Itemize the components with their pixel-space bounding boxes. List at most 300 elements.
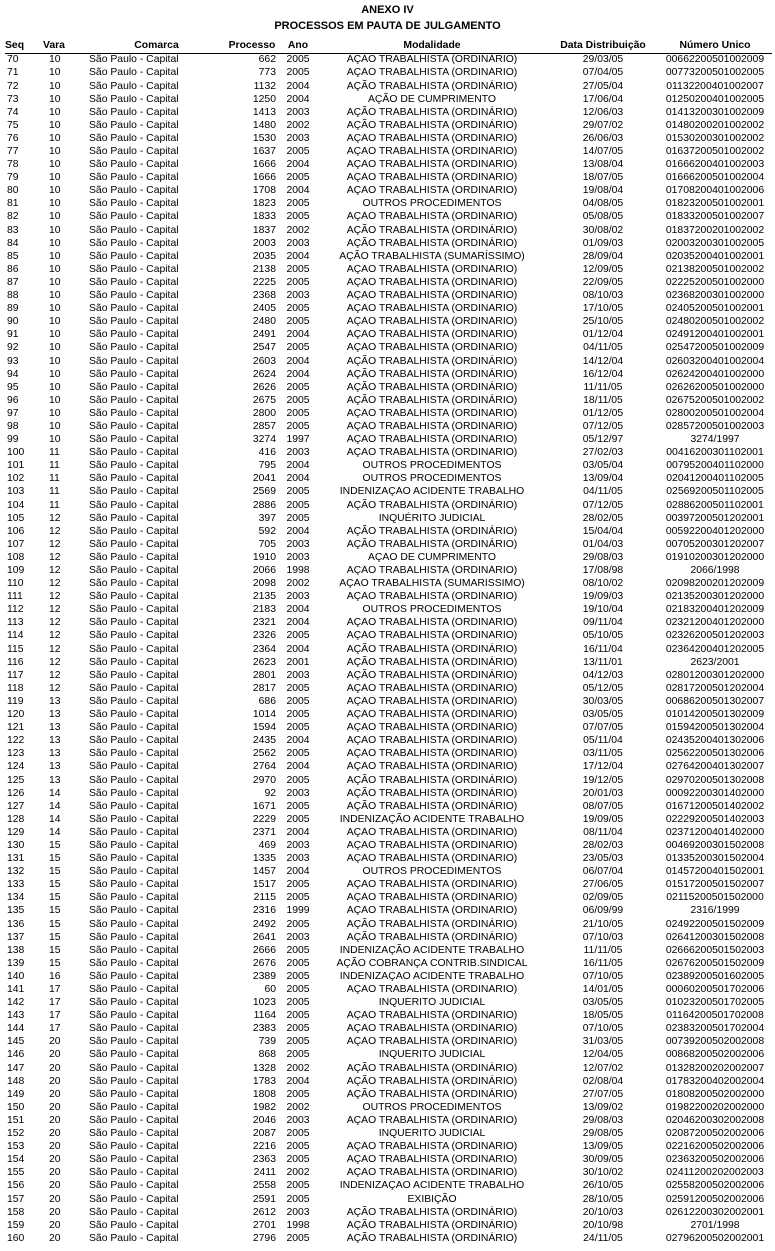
cell-comarca: São Paulo - Capital bbox=[89, 224, 179, 236]
cell-vara: 10 bbox=[49, 329, 61, 341]
cell-vara: 11 bbox=[49, 499, 60, 511]
cell-comarca: São Paulo - Capital bbox=[89, 643, 179, 655]
cell-processo: 1023 bbox=[252, 997, 276, 1009]
cell-modalidade: AÇÃO TRABALHISTA (ORDINÁRIO) bbox=[346, 1010, 518, 1022]
cell-numero-unico: 02326200501202003 bbox=[665, 630, 765, 642]
cell-comarca: São Paulo - Capital bbox=[89, 434, 179, 446]
cell-numero-unico: 02591200502002006 bbox=[665, 1193, 765, 1205]
table-row bbox=[5, 683, 772, 696]
cell-numero-unico: 02492200501502009 bbox=[665, 918, 765, 930]
cell-vara: 15 bbox=[49, 839, 61, 851]
cell-data-distribuicao: 18/05/05 bbox=[582, 1010, 624, 1022]
cell-modalidade: AÇÃO COBRANÇA CONTRIB.SINDICAL bbox=[336, 957, 528, 969]
cell-numero-unico: 00469200301502008 bbox=[665, 839, 765, 851]
cell-numero-unico: 02041200401102005 bbox=[666, 473, 764, 485]
cell-data-distribuicao: 19/12/05 bbox=[582, 774, 624, 786]
cell-vara: 10 bbox=[49, 276, 61, 288]
cell-numero-unico: 01132200401002007 bbox=[666, 80, 764, 92]
cell-seq: 138 bbox=[7, 944, 25, 956]
cell-modalidade: AÇÃO TRABALHISTA (ORDINÁRIO) bbox=[346, 329, 518, 341]
cell-comarca: São Paulo - Capital bbox=[89, 198, 179, 210]
cell-comarca: São Paulo - Capital bbox=[89, 1114, 179, 1126]
cell-processo: 1708 bbox=[252, 185, 276, 197]
cell-data-distribuicao: 07/07/05 bbox=[582, 722, 624, 734]
cell-processo: 416 bbox=[258, 447, 276, 459]
cell-vara: 10 bbox=[49, 303, 61, 315]
cell-processo: 2216 bbox=[252, 1141, 276, 1153]
cell-numero-unico: 02569200501102005 bbox=[666, 486, 764, 498]
cell-data-distribuicao: 01/04/03 bbox=[582, 538, 624, 550]
cell-seq: 92 bbox=[7, 342, 19, 354]
cell-data-distribuicao: 31/03/05 bbox=[582, 1036, 624, 1048]
cell-numero-unico: 02371200401402000 bbox=[665, 826, 765, 838]
cell-data-distribuicao: 29/07/02 bbox=[582, 119, 624, 131]
cell-processo: 773 bbox=[258, 67, 276, 79]
cell-seq: 133 bbox=[7, 879, 25, 891]
cell-ano: 2004 bbox=[286, 826, 310, 838]
cell-data-distribuicao: 02/08/04 bbox=[582, 1075, 624, 1087]
cell-processo: 2569 bbox=[252, 486, 276, 498]
cell-comarca: São Paulo - Capital bbox=[89, 931, 179, 943]
cell-processo: 868 bbox=[258, 1049, 276, 1061]
cell-data-distribuicao: 05/12/05 bbox=[582, 682, 624, 694]
cell-seq: 108 bbox=[7, 551, 25, 563]
cell-numero-unico: 02558200502002006 bbox=[665, 1180, 765, 1192]
table-row bbox=[5, 578, 772, 591]
cell-data-distribuicao: 30/08/02 bbox=[582, 224, 624, 236]
cell-seq: 116 bbox=[7, 656, 24, 668]
cell-modalidade: OUTROS PROCEDIMENTOS bbox=[362, 604, 502, 616]
cell-numero-unico: 01666200501002004 bbox=[665, 172, 765, 184]
cell-seq: 139 bbox=[7, 957, 25, 969]
cell-modalidade: AÇÃO TRABALHISTA (ORDINÁRIO) bbox=[346, 1206, 518, 1218]
cell-vara: 10 bbox=[49, 132, 61, 144]
cell-ano: 2002 bbox=[286, 224, 310, 236]
cell-numero-unico: 3274/1997 bbox=[690, 434, 740, 446]
cell-processo: 1328 bbox=[252, 1062, 276, 1074]
cell-vara: 14 bbox=[49, 813, 61, 825]
cell-seq: 152 bbox=[7, 1128, 25, 1140]
cell-vara: 20 bbox=[49, 1062, 61, 1074]
cell-seq: 102 bbox=[7, 473, 25, 485]
cell-modalidade: AÇÃO TRABALHISTA (ORDINÁRIO) bbox=[346, 1036, 518, 1048]
cell-ano: 2002 bbox=[286, 1101, 310, 1113]
cell-seq: 132 bbox=[7, 866, 25, 878]
cell-vara: 13 bbox=[49, 761, 61, 773]
cell-seq: 99 bbox=[7, 434, 19, 446]
table-row bbox=[5, 1180, 772, 1193]
table-row bbox=[5, 1023, 772, 1036]
cell-data-distribuicao: 01/12/04 bbox=[582, 329, 624, 341]
cell-vara: 20 bbox=[49, 1101, 61, 1113]
cell-vara: 15 bbox=[49, 905, 61, 917]
cell-ano: 2002 bbox=[286, 119, 310, 131]
cell-numero-unico: 00397200501202001 bbox=[665, 512, 765, 524]
col-header-data-distribuicao: Data Distribuição bbox=[548, 40, 658, 54]
cell-comarca: São Paulo - Capital bbox=[89, 276, 179, 288]
cell-ano: 2004 bbox=[286, 159, 310, 171]
cell-seq: 124 bbox=[7, 761, 25, 773]
cell-data-distribuicao: 05/12/97 bbox=[582, 434, 624, 446]
table-row bbox=[5, 800, 772, 813]
cell-seq: 89 bbox=[7, 303, 19, 315]
cell-comarca: São Paulo - Capital bbox=[89, 892, 179, 904]
cell-processo: 2624 bbox=[252, 368, 276, 380]
cell-comarca: São Paulo - Capital bbox=[89, 447, 179, 459]
col-header-ano: Ano bbox=[280, 40, 316, 54]
cell-processo: 1783 bbox=[252, 1075, 276, 1087]
cell-ano: 2003 bbox=[286, 132, 310, 144]
cell-processo: 2675 bbox=[252, 394, 276, 406]
cell-processo: 1666 bbox=[252, 159, 276, 171]
cell-ano: 2005 bbox=[286, 276, 310, 288]
cell-comarca: São Paulo - Capital bbox=[89, 970, 179, 982]
table-row bbox=[5, 512, 772, 525]
cell-seq: 146 bbox=[7, 1049, 25, 1061]
cell-numero-unico: 02641200301502008 bbox=[665, 931, 765, 943]
cell-vara: 11 bbox=[49, 460, 60, 472]
cell-vara: 20 bbox=[49, 1049, 61, 1061]
cell-comarca: São Paulo - Capital bbox=[89, 656, 179, 668]
cell-seq: 106 bbox=[7, 525, 25, 537]
cell-ano: 2004 bbox=[286, 460, 310, 472]
cell-modalidade: AÇÃO TRABALHISTA (ORDINÁRIO) bbox=[346, 394, 518, 406]
annex-title: ANEXO IV bbox=[361, 4, 414, 16]
cell-ano: 2005 bbox=[286, 682, 310, 694]
cell-processo: 2603 bbox=[252, 355, 276, 367]
cell-processo: 2316 bbox=[252, 905, 276, 917]
cell-seq: 110 bbox=[7, 578, 24, 590]
cell-data-distribuicao: 27/07/05 bbox=[582, 1088, 624, 1100]
cell-seq: 98 bbox=[7, 420, 19, 432]
table-row bbox=[5, 1154, 772, 1167]
cell-processo: 2368 bbox=[252, 290, 276, 302]
cell-processo: 2547 bbox=[252, 342, 276, 354]
cell-processo: 1530 bbox=[252, 132, 276, 144]
table-row bbox=[5, 1232, 772, 1245]
cell-comarca: São Paulo - Capital bbox=[89, 486, 179, 498]
cell-processo: 2800 bbox=[252, 407, 276, 419]
cell-seq: 126 bbox=[7, 787, 25, 799]
cell-vara: 10 bbox=[49, 368, 61, 380]
cell-comarca: São Paulo - Capital bbox=[89, 1193, 179, 1205]
cell-processo: 2886 bbox=[252, 499, 276, 511]
cell-ano: 2005 bbox=[286, 695, 310, 707]
cell-numero-unico: 02970200501302008 bbox=[665, 774, 765, 786]
cell-numero-unico: 00773200501002005 bbox=[665, 67, 765, 79]
cell-processo: 1671 bbox=[252, 800, 276, 812]
cell-ano: 2003 bbox=[286, 931, 310, 943]
table-row bbox=[5, 159, 772, 172]
cell-modalidade: AÇÃO TRABALHISTA (ORDINÁRIO) bbox=[346, 132, 518, 144]
cell-seq: 76 bbox=[7, 132, 19, 144]
table-row bbox=[5, 591, 772, 604]
cell-processo: 662 bbox=[258, 54, 276, 66]
cell-processo: 2480 bbox=[252, 316, 276, 328]
cell-modalidade: AÇÃO TRABALHISTA (ORDINÁRIO) bbox=[346, 879, 518, 891]
cell-numero-unico: 00092200301402000 bbox=[665, 787, 765, 799]
cell-ano: 2004 bbox=[286, 368, 310, 380]
table-row bbox=[5, 1088, 772, 1101]
cell-seq: 159 bbox=[7, 1219, 25, 1231]
table-row bbox=[5, 277, 772, 290]
cell-numero-unico: 01910200301202000 bbox=[665, 551, 765, 563]
cell-modalidade: INDENIZAÇÃO ACIDENTE TRABALHO bbox=[339, 944, 525, 956]
cell-ano: 2004 bbox=[286, 1075, 310, 1087]
cell-modalidade: AÇÃO TRABALHISTA (ORDINÁRIO) bbox=[346, 931, 518, 943]
cell-comarca: São Paulo - Capital bbox=[89, 250, 179, 262]
cell-processo: 2641 bbox=[252, 931, 276, 943]
cell-comarca: São Paulo - Capital bbox=[89, 813, 179, 825]
cell-ano: 2004 bbox=[286, 185, 310, 197]
cell-ano: 2003 bbox=[286, 447, 310, 459]
col-header-comarca: Comarca bbox=[89, 40, 224, 54]
table-row bbox=[5, 1193, 772, 1206]
cell-vara: 10 bbox=[49, 146, 61, 157]
cell-data-distribuicao: 02/09/05 bbox=[582, 892, 624, 904]
table-row bbox=[5, 303, 772, 316]
cell-data-distribuicao: 26/06/03 bbox=[582, 132, 624, 144]
cell-modalidade: OUTROS PROCEDIMENTOS bbox=[362, 460, 502, 472]
cell-processo: 2003 bbox=[252, 237, 276, 249]
cell-processo: 2612 bbox=[252, 1206, 276, 1218]
cell-seq: 78 bbox=[7, 159, 19, 171]
table-row bbox=[5, 748, 772, 761]
annex-subtitle: PROCESSOS EM PAUTA DE JULGAMENTO bbox=[274, 20, 501, 32]
cell-ano: 2004 bbox=[286, 525, 310, 537]
cell-vara: 20 bbox=[49, 1180, 61, 1192]
table-row bbox=[5, 329, 772, 342]
cell-modalidade: AÇÃO TRABALHISTA (SUMARÍSSIMO) bbox=[339, 250, 525, 262]
cell-ano: 2004 bbox=[286, 93, 310, 105]
cell-vara: 10 bbox=[49, 420, 61, 432]
cell-modalidade: AÇÃO TRABALHISTA (ORDINÁRIO) bbox=[346, 918, 518, 930]
cell-comarca: São Paulo - Capital bbox=[89, 303, 179, 315]
cell-modalidade: OUTROS PROCEDIMENTOS bbox=[362, 473, 502, 485]
cell-data-distribuicao: 18/07/05 bbox=[582, 172, 624, 184]
cell-ano: 2005 bbox=[286, 709, 310, 721]
table-row bbox=[5, 434, 772, 447]
cell-seq: 72 bbox=[7, 80, 19, 92]
cell-numero-unico: 02480200501002002 bbox=[665, 316, 765, 328]
table-row bbox=[5, 892, 772, 905]
cell-modalidade: INDENIZAÇÃO ACIDENTE TRABALHO bbox=[339, 1180, 525, 1192]
cell-seq: 109 bbox=[7, 565, 25, 576]
cell-numero-unico: 02135200301202000 bbox=[665, 591, 765, 603]
cell-modalidade: AÇÃO TRABALHISTA (ORDINÁRIO) bbox=[346, 1075, 518, 1087]
cell-processo: 2035 bbox=[252, 250, 276, 262]
cell-ano: 2005 bbox=[286, 970, 310, 982]
cell-comarca: São Paulo - Capital bbox=[89, 853, 179, 865]
cell-vara: 20 bbox=[49, 1219, 61, 1231]
cell-modalidade: AÇÃO TRABALHISTA (ORDINÁRIO) bbox=[346, 211, 518, 223]
cell-data-distribuicao: 04/11/05 bbox=[583, 486, 623, 498]
cell-ano: 2004 bbox=[286, 866, 310, 878]
cell-seq: 93 bbox=[7, 355, 19, 367]
table-row bbox=[5, 774, 772, 787]
table-row bbox=[5, 486, 772, 499]
cell-data-distribuicao: 05/11/04 bbox=[583, 735, 623, 747]
cell-data-distribuicao: 28/10/05 bbox=[582, 1193, 624, 1205]
cell-seq: 75 bbox=[7, 119, 19, 131]
cell-modalidade: AÇÃO TRABALHISTA (ORDINÁRIO) bbox=[346, 172, 518, 184]
cell-modalidade: AÇÃO TRABALHISTA (ORDINÁRIO) bbox=[346, 54, 518, 66]
cell-ano: 2004 bbox=[286, 473, 310, 485]
cell-data-distribuicao: 20/01/03 bbox=[582, 787, 624, 799]
cell-numero-unico: 00686200501302007 bbox=[665, 695, 765, 707]
cell-comarca: São Paulo - Capital bbox=[89, 1232, 179, 1244]
cell-modalidade: AÇÃO TRABALHISTA (ORDINÁRIO) bbox=[346, 525, 518, 537]
cell-processo: 2435 bbox=[252, 735, 276, 747]
cell-vara: 10 bbox=[49, 54, 61, 66]
cell-data-distribuicao: 06/07/04 bbox=[582, 866, 624, 878]
cell-seq: 156 bbox=[7, 1180, 25, 1192]
cell-data-distribuicao: 24/11/05 bbox=[583, 1232, 623, 1244]
cell-modalidade: AÇÃO TRABALHISTA (ORDINÁRIO) bbox=[346, 591, 518, 603]
cell-ano: 2004 bbox=[286, 617, 310, 629]
cell-vara: 14 bbox=[49, 787, 61, 799]
table-row bbox=[5, 172, 772, 185]
table-row bbox=[5, 656, 772, 669]
cell-data-distribuicao: 20/10/98 bbox=[582, 1219, 624, 1231]
cell-seq: 83 bbox=[7, 224, 19, 236]
cell-ano: 2001 bbox=[286, 656, 310, 668]
cell-ano: 2005 bbox=[286, 211, 310, 223]
cell-vara: 15 bbox=[49, 892, 61, 904]
cell-numero-unico: 02229200501402003 bbox=[665, 813, 765, 825]
cell-vara: 10 bbox=[49, 211, 61, 223]
cell-vara: 12 bbox=[49, 591, 61, 603]
cell-ano: 2005 bbox=[286, 486, 310, 498]
cell-processo: 1910 bbox=[252, 551, 276, 563]
cell-seq: 120 bbox=[7, 709, 25, 721]
cell-processo: 2492 bbox=[252, 918, 276, 930]
cell-processo: 2817 bbox=[252, 682, 276, 694]
table-row bbox=[5, 355, 772, 368]
cell-data-distribuicao: 06/09/99 bbox=[582, 905, 624, 917]
cell-data-distribuicao: 25/10/05 bbox=[582, 316, 624, 328]
cell-comarca: São Paulo - Capital bbox=[89, 918, 179, 930]
cell-vara: 10 bbox=[49, 355, 61, 367]
cell-modalidade: AÇÃO TRABALHISTA (ORDINÁRIO) bbox=[346, 735, 518, 747]
cell-data-distribuicao: 03/05/05 bbox=[582, 997, 624, 1009]
cell-numero-unico: 02764200401302007 bbox=[665, 761, 765, 773]
cell-comarca: São Paulo - Capital bbox=[89, 761, 179, 773]
cell-vara: 10 bbox=[49, 290, 61, 302]
cell-vara: 12 bbox=[49, 538, 61, 550]
table-row bbox=[5, 630, 772, 643]
cell-ano: 2005 bbox=[286, 800, 310, 812]
cell-processo: 2363 bbox=[252, 1154, 276, 1166]
cell-seq: 103 bbox=[7, 486, 25, 498]
cell-data-distribuicao: 20/10/03 bbox=[582, 1206, 624, 1218]
cell-data-distribuicao: 03/05/04 bbox=[582, 460, 624, 472]
cell-modalidade: AÇÃO TRABALHISTA (ORDINÁRIO) bbox=[346, 67, 518, 79]
cell-modalidade: INQUÉRITO JUDICIAL bbox=[378, 512, 486, 524]
cell-data-distribuicao: 22/09/05 bbox=[582, 276, 624, 288]
table-row bbox=[5, 473, 772, 486]
cell-comarca: São Paulo - Capital bbox=[89, 551, 179, 563]
cell-numero-unico: 02435200401302006 bbox=[665, 735, 765, 747]
cell-processo: 2115 bbox=[253, 892, 276, 904]
cell-seq: 118 bbox=[7, 682, 24, 694]
cell-seq: 94 bbox=[7, 368, 19, 380]
cell-comarca: São Paulo - Capital bbox=[89, 1154, 179, 1166]
cell-modalidade: AÇÃO TRABALHISTA (ORDINÁRIO) bbox=[346, 722, 518, 734]
table-row bbox=[5, 957, 772, 970]
cell-numero-unico: 02624200401002000 bbox=[665, 368, 765, 380]
cell-modalidade: AÇÃO TRABALHISTA (ORDINÁRIO) bbox=[346, 643, 518, 655]
cell-modalidade: AÇÃO TRABALHISTA (SUMARÍSSIMO) bbox=[339, 578, 525, 590]
table-row bbox=[5, 381, 772, 394]
cell-seq: 127 bbox=[7, 800, 25, 812]
cell-modalidade: AÇÃO TRABALHISTA (ORDINÁRIO) bbox=[346, 787, 518, 799]
cell-modalidade: AÇÃO TRABALHISTA (ORDINÁRIO) bbox=[346, 748, 518, 760]
cell-numero-unico: 02886200501102001 bbox=[666, 499, 764, 511]
table-row bbox=[5, 853, 772, 866]
cell-processo: 795 bbox=[258, 460, 276, 472]
cell-data-distribuicao: 27/05/04 bbox=[582, 80, 624, 92]
cell-vara: 10 bbox=[49, 237, 61, 249]
cell-comarca: São Paulo - Capital bbox=[89, 368, 179, 380]
cell-seq: 73 bbox=[7, 93, 19, 105]
cell-numero-unico: 01837200201002002 bbox=[665, 224, 765, 236]
cell-data-distribuicao: 17/06/04 bbox=[582, 93, 624, 105]
cell-seq: 82 bbox=[7, 211, 19, 223]
cell-comarca: São Paulo - Capital bbox=[89, 709, 179, 721]
cell-data-distribuicao: 07/10/05 bbox=[582, 970, 624, 982]
cell-data-distribuicao: 14/12/04 bbox=[582, 355, 624, 367]
cell-numero-unico: 02562200501302006 bbox=[665, 748, 765, 760]
cell-processo: 1833 bbox=[252, 211, 276, 223]
cell-vara: 11 bbox=[49, 447, 60, 459]
cell-numero-unico: 01783200402002004 bbox=[665, 1075, 765, 1087]
cell-processo: 2321 bbox=[252, 617, 276, 629]
cell-data-distribuicao: 03/11/05 bbox=[583, 748, 623, 760]
table-row bbox=[5, 342, 772, 355]
cell-vara: 10 bbox=[49, 434, 61, 446]
cell-seq: 142 bbox=[7, 997, 25, 1009]
cell-vara: 12 bbox=[49, 643, 61, 655]
col-header-processo: Processo bbox=[224, 40, 280, 54]
cell-data-distribuicao: 13/08/04 bbox=[582, 159, 624, 171]
cell-data-distribuicao: 05/08/05 bbox=[582, 211, 624, 223]
cell-modalidade: AÇÃO TRABALHISTA (ORDINÁRIO) bbox=[346, 905, 518, 917]
cell-seq: 137 bbox=[7, 931, 25, 943]
cell-numero-unico: 02796200502002001 bbox=[665, 1232, 765, 1244]
cell-data-distribuicao: 13/09/02 bbox=[582, 1101, 624, 1113]
cell-comarca: São Paulo - Capital bbox=[89, 1062, 179, 1074]
cell-ano: 2005 bbox=[286, 420, 310, 432]
cell-seq: 88 bbox=[7, 290, 19, 302]
cell-vara: 10 bbox=[49, 185, 61, 197]
cell-ano: 2005 bbox=[286, 879, 310, 891]
cell-processo: 1014 bbox=[252, 709, 276, 721]
cell-numero-unico: 02087200502002006 bbox=[665, 1128, 765, 1140]
cell-numero-unico: 01708200401002006 bbox=[665, 185, 765, 197]
table-row bbox=[5, 643, 772, 656]
cell-comarca: São Paulo - Capital bbox=[89, 263, 179, 275]
cell-vara: 10 bbox=[49, 394, 61, 406]
cell-processo: 1480 bbox=[252, 119, 276, 131]
table-row bbox=[5, 460, 772, 473]
table-row bbox=[5, 669, 772, 682]
cell-modalidade: AÇÃO TRABALHISTA (ORDINÁRIO) bbox=[346, 617, 518, 629]
cell-numero-unico: 02321200401202000 bbox=[665, 617, 765, 629]
cell-ano: 2004 bbox=[286, 80, 310, 92]
cell-ano: 2005 bbox=[286, 499, 310, 511]
table-row bbox=[5, 997, 772, 1010]
